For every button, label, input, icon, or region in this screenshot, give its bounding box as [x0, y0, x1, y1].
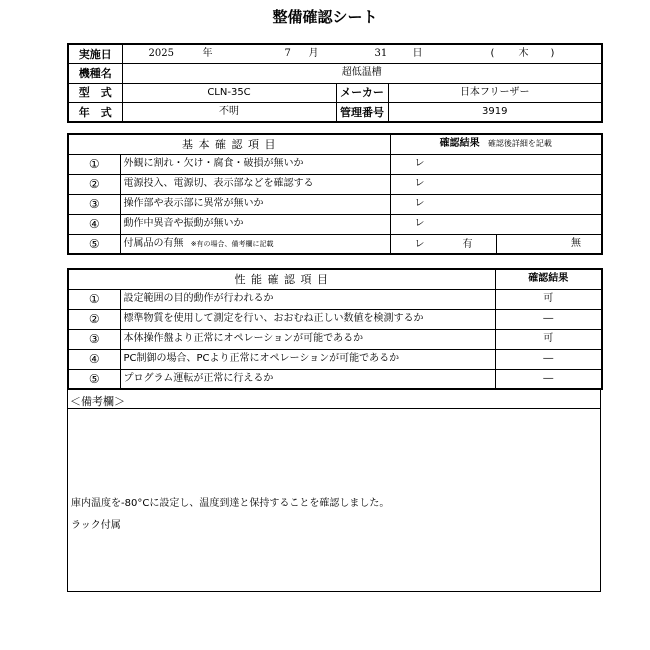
table-row [68, 349, 602, 369]
accessory-check: レ [414, 238, 425, 250]
basic-header: 基 本 確 認 項 目 [68, 134, 390, 154]
info-table [67, 43, 603, 123]
machine-row [68, 64, 602, 84]
perf-header-row [68, 269, 602, 289]
basic-result-header [390, 134, 602, 154]
accessory-text: 付属品の有無 [123, 237, 184, 249]
row-number: ④ [68, 214, 120, 234]
row-number: ③ [68, 329, 120, 349]
row-result: ― [495, 369, 602, 389]
remarks-line-1: 庫内温度を-80°Cに設定し、温度到達と保持することを確認しました。 [71, 498, 390, 509]
accessory-note: ※有の場合、備考欄に記載 [190, 239, 274, 248]
row-result: 可 [495, 329, 602, 349]
weekday-open: ( [490, 48, 495, 59]
model-value: CLN-35C [122, 83, 336, 103]
date-label: 実施日 [68, 44, 122, 64]
perf-result-header: 確認結果 [495, 269, 602, 289]
date-weekday: 木 [518, 48, 529, 59]
page-title: 整備確認シート [272, 8, 378, 26]
row-text: 本体操作盤より正常にオペレーションが可能であるか [120, 329, 495, 349]
basic-result-title: 確認結果 [439, 138, 480, 150]
table-row [68, 174, 602, 194]
year-made-row [68, 103, 602, 123]
row-result: レ [390, 154, 602, 174]
basic-check-table [67, 133, 603, 255]
row-result: レ [390, 174, 602, 194]
date-day: 31 [374, 48, 388, 59]
row-result: ― [495, 309, 602, 329]
date-value [122, 44, 602, 64]
row-text: 動作中異音や振動が無いか [120, 214, 390, 234]
mgmt-value: 3919 [388, 103, 602, 123]
weekday-close: ) [550, 48, 555, 59]
table-row [68, 329, 602, 349]
date-row [68, 44, 602, 64]
date-year: 2025 [148, 48, 174, 59]
basic-header-row [68, 134, 602, 154]
accessory-yes: 有 [462, 238, 473, 250]
row-number: ⑤ [68, 369, 120, 389]
row-text: 電源投入、電源切、表示部などを確認する [120, 174, 390, 194]
row-number: ② [68, 174, 120, 194]
row-text: 外観に割れ・欠け・腐食・破損が無いか [120, 154, 390, 174]
accessory-yes-cell [390, 234, 496, 254]
table-row [68, 154, 602, 174]
table-row [68, 289, 602, 309]
table-row [68, 234, 602, 254]
maker-value: 日本フリーザー [388, 83, 602, 103]
row-number: ④ [68, 349, 120, 369]
model-label: 型 式 [68, 83, 122, 103]
model-row [68, 83, 602, 103]
row-number: ⑤ [68, 234, 120, 254]
remarks-box [67, 388, 601, 592]
remarks-label: ＜備考欄＞ [68, 389, 600, 409]
mgmt-label: 管理番号 [336, 103, 388, 123]
row-text: 操作部や表示部に異常が無いか [120, 194, 390, 214]
row-text: 設定範囲の目的動作が行われるか [120, 289, 495, 309]
row-number: ② [68, 309, 120, 329]
row-number: ③ [68, 194, 120, 214]
date-month-unit: 月 [308, 48, 319, 59]
row-result: ― [495, 349, 602, 369]
basic-result-note: 確認後詳細を記載 [487, 139, 552, 149]
table-row [68, 214, 602, 234]
year-made-label: 年 式 [68, 103, 122, 123]
row-number: ① [68, 154, 120, 174]
accessory-no: 無 [496, 234, 602, 254]
maker-label: メーカー [336, 83, 388, 103]
table-row [68, 194, 602, 214]
date-day-unit: 日 [412, 48, 423, 59]
machine-label: 機種名 [68, 64, 122, 84]
row-text: プログラム運転が正常に行えるか [120, 369, 495, 389]
perf-header: 性 能 確 認 項 目 [68, 269, 495, 289]
remarks-line-2: ラック付属 [71, 520, 121, 531]
row-number: ① [68, 289, 120, 309]
date-month: 7 [284, 48, 291, 59]
table-row [68, 309, 602, 329]
row-text [120, 234, 390, 254]
row-result: 可 [495, 289, 602, 309]
machine-value: 超低温槽 [122, 64, 602, 84]
row-text: 標準物質を使用して測定を行い、おおむね正しい数値を検測するか [120, 309, 495, 329]
performance-check-table [67, 268, 603, 390]
row-result: レ [390, 194, 602, 214]
row-result: レ [390, 214, 602, 234]
date-year-unit: 年 [202, 48, 213, 59]
year-made-value: 不明 [122, 103, 336, 123]
row-text: PC制御の場合、PCより正常にオペレーションが可能であるか [120, 349, 495, 369]
table-row [68, 369, 602, 389]
